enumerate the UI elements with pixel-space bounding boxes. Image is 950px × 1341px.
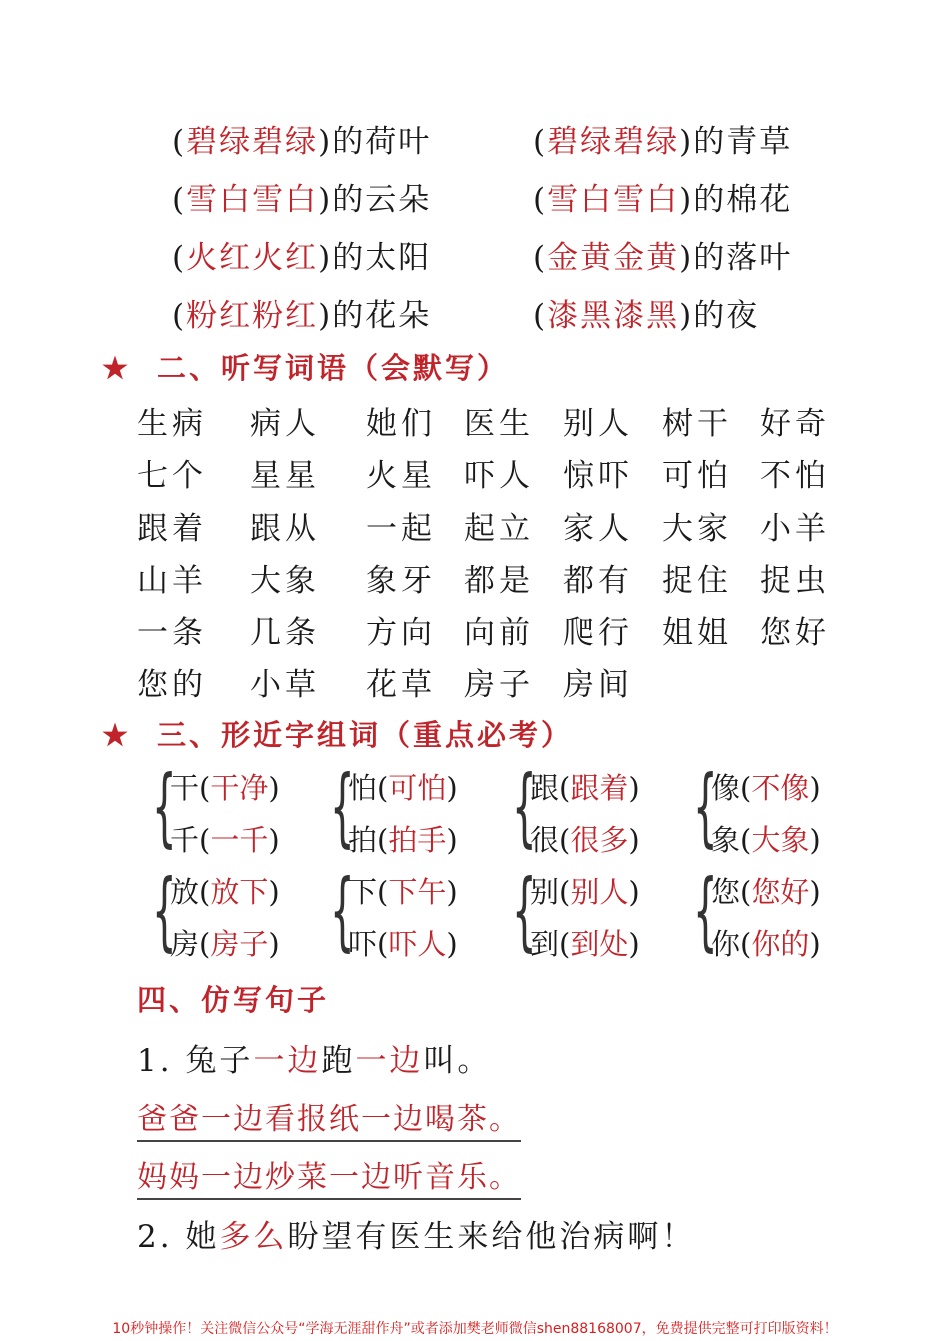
section-2-heading: ★ 二、听写词语（会默写） [102, 351, 510, 385]
formed-word: 很多 [570, 823, 629, 857]
dictation-word: 好奇 [760, 406, 830, 442]
dictation-word: 别人 [563, 406, 633, 442]
formed-word: 跟着 [570, 771, 629, 805]
dictation-word: 起立 [464, 511, 534, 547]
section-4-heading: 四、仿写句子 [137, 983, 330, 1017]
dictation-word: 惊吓 [563, 458, 633, 494]
character-pair: 很(很多) [530, 823, 640, 857]
phrase-row-3-left: (火红火红)的太阳 [172, 240, 432, 276]
dictation-word: 小草 [250, 667, 320, 703]
formed-word: 别人 [570, 875, 629, 909]
base-character: 跟 [530, 771, 560, 805]
dictation-word: 都是 [464, 563, 534, 599]
phrase-row-3-right: (金黄金黄)的落叶 [533, 240, 793, 276]
dictation-word: 医生 [464, 406, 534, 442]
base-character: 你 [711, 927, 741, 961]
formed-word: 你的 [751, 927, 810, 961]
character-pair: 您(您好) [711, 875, 821, 909]
dictation-word: 房间 [563, 667, 633, 703]
character-pair: 房(房子) [170, 927, 280, 961]
base-character: 很 [530, 823, 560, 857]
phrase-row-4-right: (漆黑漆黑)的夜 [533, 298, 760, 334]
dictation-word: 可怕 [662, 458, 732, 494]
dictation-word: 向前 [464, 615, 534, 651]
character-pair: 到(到处) [530, 927, 640, 961]
character-pair: 像(不像) [711, 771, 821, 805]
star-icon: ★ [102, 351, 131, 385]
dictation-word: 您的 [137, 667, 207, 703]
dictation-word: 花草 [366, 667, 436, 703]
base-character: 放 [170, 875, 200, 909]
brace-icon: { [152, 757, 177, 857]
character-pair: 跟(跟着) [530, 771, 640, 805]
formed-word: 您好 [751, 875, 810, 909]
formed-word: 不像 [751, 771, 810, 805]
base-character: 房 [170, 927, 200, 961]
character-pair: 象(大象) [711, 823, 821, 857]
dictation-word: 爬行 [563, 615, 633, 651]
dictation-word: 她们 [366, 406, 436, 442]
dictation-word: 您好 [760, 615, 830, 651]
dictation-word: 大象 [250, 563, 320, 599]
character-pair: 怕(可怕) [348, 771, 458, 805]
dictation-word: 不怕 [760, 458, 830, 494]
character-pair: 拍(拍手) [348, 823, 458, 857]
formed-word: 下午 [388, 875, 447, 909]
brace-icon: { [512, 861, 537, 961]
phrase-row-2-left: (雪白雪白)的云朵 [172, 182, 432, 218]
character-pair: 千(一千) [170, 823, 280, 857]
dictation-word: 大家 [662, 511, 732, 547]
base-character: 吓 [348, 927, 378, 961]
dictation-word: 星星 [250, 458, 320, 494]
base-character: 象 [711, 823, 741, 857]
dictation-word: 捉住 [662, 563, 732, 599]
dictation-word: 象牙 [366, 563, 436, 599]
base-character: 像 [711, 771, 741, 805]
base-character: 干 [170, 771, 200, 805]
brace-icon: { [693, 861, 718, 961]
character-pair: 干(干净) [170, 771, 280, 805]
dictation-word: 吓人 [464, 458, 534, 494]
section-3-heading: ★ 三、形近字组词（重点必考） [102, 718, 574, 752]
dictation-word: 树干 [662, 406, 732, 442]
formed-word: 干净 [210, 771, 269, 805]
base-character: 千 [170, 823, 200, 857]
character-pair: 放(放下) [170, 875, 280, 909]
brace-icon: { [693, 757, 718, 857]
formed-word: 吓人 [388, 927, 447, 961]
dictation-word: 姐姐 [662, 615, 732, 651]
dictation-word: 小羊 [760, 511, 830, 547]
base-character: 拍 [348, 823, 378, 857]
star-icon: ★ [102, 718, 131, 752]
phrase-row-4-left: (粉红粉红)的花朵 [172, 298, 432, 334]
base-character: 到 [530, 927, 560, 961]
dictation-word: 七个 [137, 458, 207, 494]
character-pair: 别(别人) [530, 875, 640, 909]
dictation-word: 山羊 [137, 563, 207, 599]
dictation-word: 跟着 [137, 511, 207, 547]
dictation-word: 几条 [250, 615, 320, 651]
dictation-word: 跟从 [250, 511, 320, 547]
dictation-word: 都有 [563, 563, 633, 599]
phrase-row-1-right: (碧绿碧绿)的青草 [533, 124, 793, 160]
character-pair: 吓(吓人) [348, 927, 458, 961]
dictation-word: 一条 [137, 615, 207, 651]
phrase-row-1-left: (碧绿碧绿)的荷叶 [172, 124, 432, 160]
dictation-word: 病人 [250, 406, 320, 442]
brace-icon: { [152, 861, 177, 961]
formed-word: 一千 [210, 823, 269, 857]
base-character: 您 [711, 875, 741, 909]
dictation-word: 一起 [366, 511, 436, 547]
phrase-row-2-right: (雪白雪白)的棉花 [533, 182, 793, 218]
sentence-question-2: 2. 她多么盼望有医生来给他治病啊！ [137, 1219, 696, 1255]
formed-word: 放下 [210, 875, 269, 909]
base-character: 别 [530, 875, 560, 909]
base-character: 怕 [348, 771, 378, 805]
brace-icon: { [512, 757, 537, 857]
base-character: 下 [348, 875, 378, 909]
dictation-word: 捉虫 [760, 563, 830, 599]
dictation-word: 家人 [563, 511, 633, 547]
formed-word: 可怕 [388, 771, 447, 805]
formed-word: 到处 [570, 927, 629, 961]
sentence-answer-2: 妈妈一边炒菜一边听音乐。 [137, 1152, 521, 1200]
sentence-answer-1: 爸爸一边看报纸一边喝茶。 [137, 1094, 521, 1142]
brace-icon: { [330, 861, 355, 961]
formed-word: 大象 [751, 823, 810, 857]
footer-promo-text: 10秒钟操作！关注微信公众号“学海无涯甜作舟”或者添加樊老师微信shen88168007，免费提供完整可打印版资料！ [112, 1321, 838, 1337]
formed-word: 房子 [210, 927, 269, 961]
dictation-word: 火星 [366, 458, 436, 494]
dictation-word: 方向 [366, 615, 436, 651]
dictation-word: 生病 [137, 406, 207, 442]
character-pair: 你(你的) [711, 927, 821, 961]
character-pair: 下(下午) [348, 875, 458, 909]
formed-word: 拍手 [388, 823, 447, 857]
sentence-question-1: 1. 兔子一边跑一边叫。 [137, 1043, 492, 1079]
dictation-word: 房子 [464, 667, 534, 703]
brace-icon: { [330, 757, 355, 857]
